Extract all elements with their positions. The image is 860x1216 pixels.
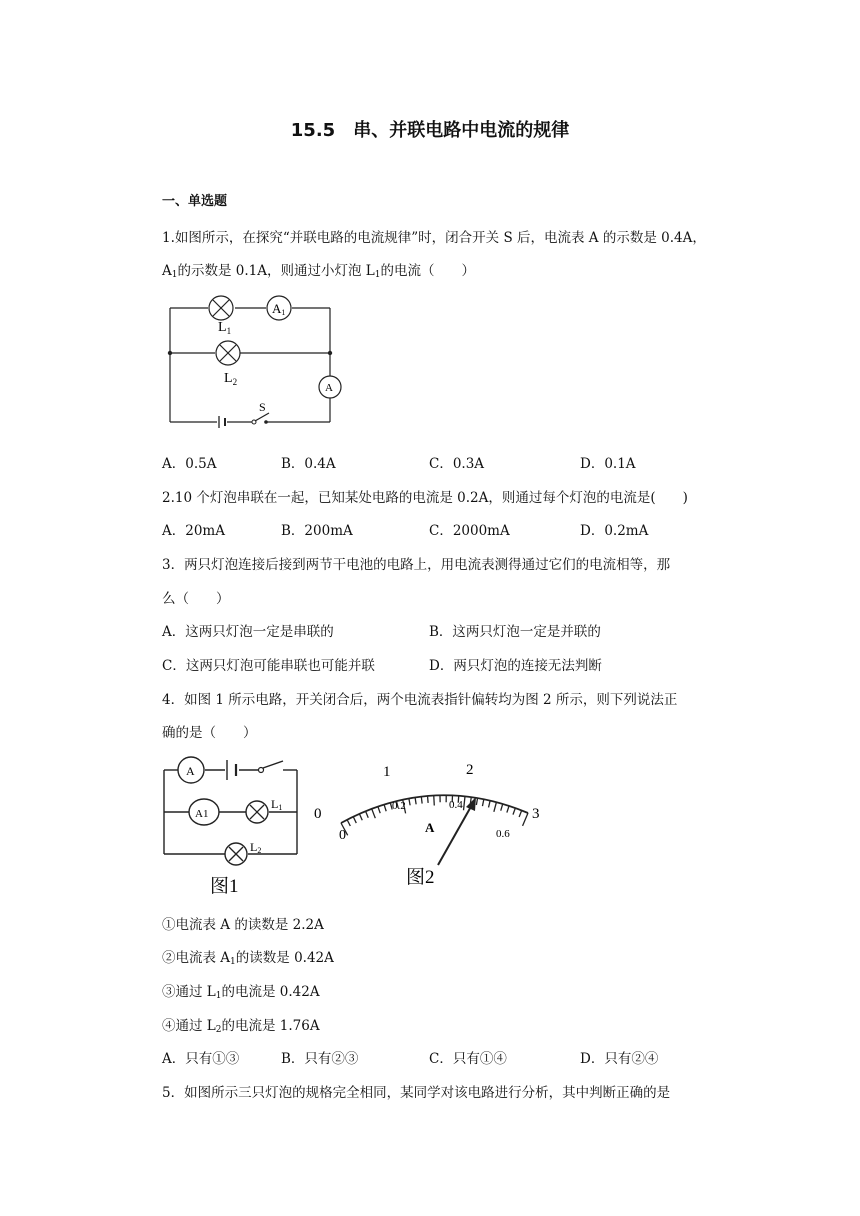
dial-tick-mark [415,797,416,804]
dial-tick-mark [489,801,491,808]
dial-inner-tick-3: 0.6 [496,828,510,840]
dial-tick-mark [507,806,509,813]
dial-tick-mark [476,798,477,805]
dial-tick-mark [347,820,350,826]
q4-option-a[interactable]: A．只有①③ [162,1051,240,1067]
q1-line1: 1.如图所示，在探究“并联电路的电流规律”时，闭合开关 S 后，电流表 A 的示数是 0.4A， [162,230,706,246]
dial-outer-tick-3: 3 [532,806,540,822]
ammeter-a1-icon [189,799,219,825]
dial-outer-tick-2: 2 [466,762,474,778]
dial-tick-mark [366,811,369,817]
battery-icon [227,760,236,780]
q2-option-b[interactable]: B．200mA [281,523,353,539]
q4-statement-1: ①电流表 A 的读数是 2.2A [162,917,324,933]
dial-unit: A [425,820,435,835]
dial-tick-mark [421,797,422,804]
q1-option-d[interactable]: D．0.1A [580,456,636,472]
dial-inner-tick-2: 0.4 [449,799,463,811]
lamp-l2-label: L2 [250,840,262,855]
dial-inner-tick-0: 0 [339,828,346,843]
q4-statement-3: ③通过 $L_1$的电流是 0.42A [162,984,320,1001]
lamp-l1-label: $L_1$ [218,320,232,336]
q1-option-a[interactable]: A．0.5A [162,456,217,472]
q2-text: 2.10 个灯泡串联在一起，已知某处电路的电流是 0.2A，则通过每个灯泡的电流是( ) [162,490,688,506]
ammeter-a1-icon [267,296,291,320]
q1-option-c[interactable]: C．0.3A [429,456,485,472]
q4-fig1-circuit [155,752,305,902]
q3-option-c[interactable]: C．这两只灯泡可能串联也可能并联 [162,658,375,674]
q4-line1: 4．如图 1 所示电路，开关闭合后，两个电流表指针偏转均为图 2 所示，则下列说法正 [162,692,678,708]
q5-text: 5．如图所示三只灯泡的规格完全相同，某同学对该电路进行分析，其中判断正确的是 [162,1085,671,1101]
svg-text:A1: A1 [272,301,286,317]
dial-tick-mark [523,813,528,826]
page-title: 15.5 串、并联电路中电流的规律 [290,120,570,141]
q4-statement-4: ④通过 $L_2$的电流是 1.76A [162,1018,320,1035]
q2-option-c[interactable]: C．2000mA [429,523,510,539]
q3-option-b[interactable]: B．这两只灯泡一定是并联的 [429,624,601,640]
q4-option-d[interactable]: D．只有②④ [580,1051,659,1067]
q2-option-d[interactable]: D．0.2mA [580,523,649,539]
lamp-l2-label: $L_2$ [224,371,238,387]
q4-fig2-ammeter-dial [308,755,558,890]
ammeter-a-icon [319,376,341,398]
ammeter-a-icon [178,757,204,783]
junction-dot [168,351,172,355]
lamp-l1-icon [246,801,268,823]
q3-option-a[interactable]: A．这两只灯泡一定是串联的 [162,624,334,640]
svg-text:A1: A1 [195,808,209,820]
dial-outer-tick-0: 0 [314,806,322,822]
q1-line2: $A_1$的示数是 0.1A，则通过小灯泡 $L_1$的电流（ ） [162,263,475,280]
switch-icon [252,413,269,424]
dial-inner-tick-1: 0.2 [392,800,406,812]
switch-label: S [259,400,266,414]
dial-tick-mark [428,796,429,803]
battery-icon [219,416,225,428]
lamp-l2-icon [216,341,240,365]
q1-circuit-diagram [160,290,350,430]
lamp-l1-icon [209,296,233,320]
q4-option-b[interactable]: B．只有②③ [281,1051,359,1067]
lamp-l2-icon [225,843,247,865]
section-heading: 一、单选题 [162,194,228,209]
dial-tick-mark [501,804,503,811]
svg-text:A: A [186,764,195,778]
q2-option-a[interactable]: A．20mA [162,523,225,539]
dial-tick-mark [384,805,386,812]
dial-tick-mark [494,802,497,812]
dial-tick-mark [409,798,410,805]
q3-line1: 3．两只灯泡连接后接到两节干电池的电路上，用电流表测得通过它们的电流相等，那 [162,557,671,573]
dial-tick-mark [434,796,435,806]
dial-tick-mark [519,810,522,817]
lamp-l1-label: L1 [271,797,283,812]
svg-text:A: A [325,382,333,394]
q4-line2: 确的是（ ） [162,725,257,741]
fig1-caption: 图1 [210,876,239,897]
dial-outer-tick-1: 1 [383,764,391,780]
q3-option-d[interactable]: D．两只灯泡的连接无法判断 [429,658,602,674]
dial-tick-mark [482,799,483,806]
q4-statement-2: ②电流表 $A_1$的读数是 0.42A [162,950,334,967]
fig2-caption: 图2 [406,867,435,888]
q1-option-b[interactable]: B．0.4A [281,456,336,472]
q3-line2: 么（ ） [162,591,230,607]
dial-tick-mark [372,809,376,818]
dial-tick-mark [353,817,356,823]
dial-tick-mark [513,808,515,815]
dial-tick-mark [464,796,465,810]
q4-option-c[interactable]: C．只有①④ [429,1051,507,1067]
dial-tick-mark [378,807,380,814]
dial-tick-mark [359,814,362,820]
junction-dot [328,351,332,355]
switch-icon [259,761,284,773]
